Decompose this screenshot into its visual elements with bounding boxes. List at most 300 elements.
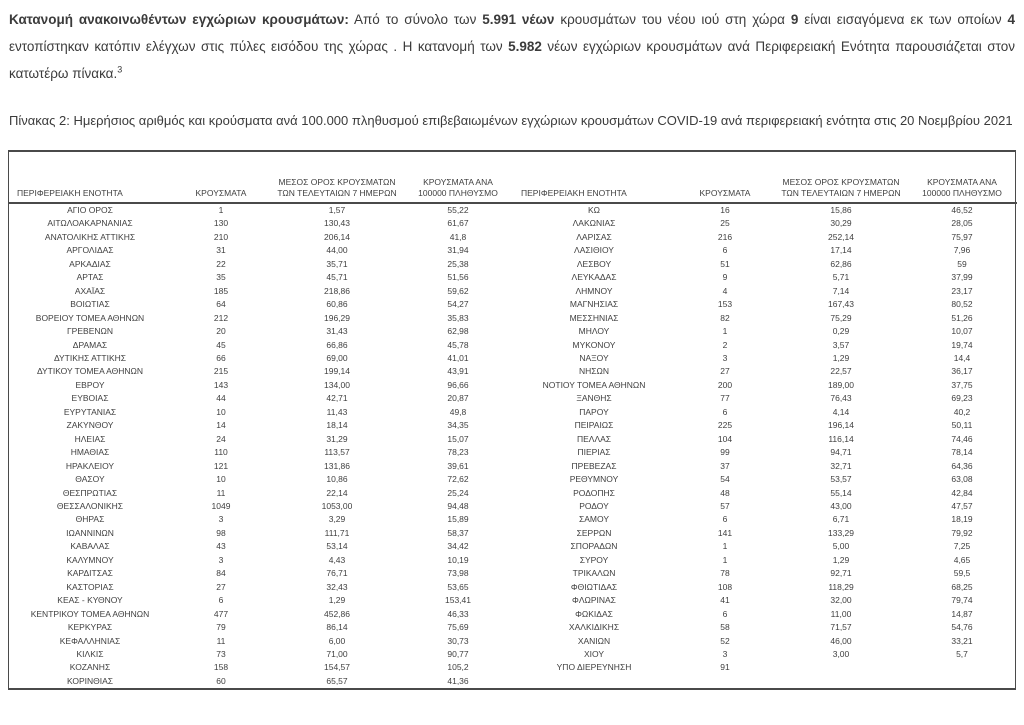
avg7-cell: 43,00 [830, 500, 852, 511]
region-cell: ΚΕΝΤΡΙΚΟΥ ΤΟΜΕΑ ΑΘΗΝΩΝ [30, 608, 150, 619]
per100k-cell: 5,7 [956, 648, 968, 659]
region-cell: ΛΑΣΙΘΙΟΥ [574, 245, 614, 256]
region-cell: ΜΗΛΟΥ [578, 326, 610, 337]
avg7-cell: 11,00 [830, 608, 852, 619]
region-cell: ΒΟΡΕΙΟΥ ΤΟΜΕΑ ΑΘΗΝΩΝ [35, 312, 145, 323]
region-cell: ΡΟΔΟΠΗΣ [573, 487, 615, 498]
table-row [9, 621, 513, 634]
per100k-cell: 96,66 [447, 379, 469, 390]
avg7-cell: 42,71 [326, 393, 348, 404]
table-row [9, 540, 513, 553]
avg7-cell: 45,71 [326, 272, 348, 283]
col-header-7day-average: ΜΕΣΟΣ ΟΡΟΣ ΚΡΟΥΣΜΑΤΩΝ ΤΩΝ ΤΕΛΕΥΤΑΙΩΝ 7 ΗΜΕΡΩΝ [271, 152, 403, 203]
per100k-cell: 68,25 [951, 581, 973, 592]
region-cell: ΚΕΦΑΛΛΗΝΙΑΣ [59, 635, 121, 646]
avg7-cell: 189,00 [828, 379, 854, 390]
region-cell: ΚΟΖΑΝΗΣ [69, 662, 111, 673]
cases-cell: 6 [218, 595, 224, 606]
per100k-cell: 75,97 [951, 231, 973, 242]
table-row [9, 487, 513, 500]
region-cell: ΠΕΙΡΑΙΩΣ [574, 420, 614, 431]
avg7-cell: 86,14 [326, 622, 348, 633]
avg7-cell: 252,14 [828, 231, 854, 242]
region-cell: ΚΩ [587, 205, 601, 215]
intro-text-segment: νέων εγχώριων κρουσμάτων ανά Περιφερειακή Ενότητα παρουσιάζεται στον κατωτέρω πίνακα. [9, 39, 1015, 81]
cases-cell: 6 [722, 406, 728, 417]
avg7-cell: 32,00 [830, 595, 852, 606]
cases-cell: 78 [720, 568, 730, 579]
region-cell: ΚΑΒΑΛΑΣ [70, 541, 110, 552]
per100k-cell: 42,84 [951, 487, 973, 498]
region-cell: ΑΧΑΪΑΣ [74, 285, 106, 296]
col-header-regional-unit: ΠΕΡΙΦΕΡΕΙΑΚΗ ΕΝΟΤΗΤΑ [9, 152, 171, 203]
table-row [9, 554, 513, 567]
intro-text-segment: 3 [117, 64, 123, 75]
per100k-cell: 14,4 [953, 352, 971, 363]
cases-cell: 9 [722, 272, 728, 283]
per100k-cell: 14,87 [951, 608, 973, 619]
cases-cell: 6 [722, 245, 728, 256]
table-row [9, 271, 513, 284]
table-row [9, 419, 513, 432]
region-cell: ΠΑΡΟΥ [579, 406, 609, 417]
region-cell: ΣΕΡΡΩΝ [576, 527, 612, 538]
avg7-cell: 4,43 [328, 554, 346, 565]
avg7-cell: 53,14 [326, 541, 348, 552]
cases-cell: 24 [216, 433, 226, 444]
table-row [9, 473, 513, 486]
table-row [513, 244, 1017, 257]
table-row [513, 608, 1017, 621]
per100k-cell: 15,07 [447, 433, 469, 444]
table-row [513, 513, 1017, 526]
cases-cell: 48 [720, 487, 730, 498]
region-cell: ΚΙΛΚΙΣ [76, 648, 104, 659]
col-header-7day-average: ΜΕΣΟΣ ΟΡΟΣ ΚΡΟΥΣΜΑΤΩΝ ΤΩΝ ΤΕΛΕΥΤΑΙΩΝ 7 ΗΜΕΡΩΝ [775, 152, 907, 203]
cases-cell: 91 [720, 662, 730, 673]
region-cell: ΕΥΒΟΙΑΣ [71, 393, 109, 404]
per100k-cell: 49,8 [449, 406, 467, 417]
avg7-cell: 6,71 [832, 514, 850, 525]
table-row [9, 581, 513, 594]
region-cell: ΗΜΑΘΙΑΣ [70, 447, 110, 458]
region-cell: ΡΟΔΟΥ [579, 500, 609, 511]
cases-cell: 54 [720, 474, 730, 485]
cases-cell: 3 [722, 352, 728, 363]
region-cell: ΦΘΙΩΤΙΔΑΣ [570, 581, 618, 592]
avg7-cell: 55,14 [830, 487, 852, 498]
region-cell: ΧΑΝΙΩΝ [577, 635, 611, 646]
cases-cell: 210 [213, 231, 229, 242]
table-row [513, 661, 1017, 674]
avg7-cell: 31,29 [326, 433, 348, 444]
cases-cell: 14 [216, 420, 226, 431]
cases-cell: 216 [717, 231, 733, 242]
table-row [513, 379, 1017, 392]
per100k-cell: 53,65 [447, 581, 469, 592]
region-cell: ΚΕΡΚΥΡΑΣ [67, 622, 113, 633]
cases-cell: 43 [216, 541, 226, 552]
avg7-cell: 10,86 [326, 474, 348, 485]
table-row [513, 419, 1017, 432]
avg7-cell: 44,00 [326, 245, 348, 256]
region-cell: ΘΗΡΑΣ [75, 514, 105, 525]
table-row [513, 594, 1017, 607]
avg7-cell: 76,71 [326, 568, 348, 579]
per100k-cell: 105,2 [447, 662, 469, 673]
per100k-cell: 25,38 [447, 258, 469, 269]
per100k-cell: 45,78 [447, 339, 469, 350]
avg7-cell: 452,86 [324, 608, 350, 619]
intro-text-segment: 5.982 [508, 39, 542, 54]
region-cell: ΚΑΛΥΜΝΟΥ [66, 554, 114, 565]
table-header-row [9, 152, 513, 203]
per100k-cell: 7,96 [953, 245, 971, 256]
per100k-cell: 74,46 [951, 433, 973, 444]
cases-cell: 25 [720, 218, 730, 229]
avg7-cell: 71,57 [830, 622, 852, 633]
avg7-cell: 76,43 [830, 393, 852, 404]
per100k-cell: 153,41 [445, 595, 471, 606]
per100k-cell: 10,19 [447, 554, 469, 565]
avg7-cell: 92,71 [830, 568, 852, 579]
table-row [9, 392, 513, 405]
per100k-cell: 33,21 [951, 635, 973, 646]
region-cell: ΔΥΤΙΚΟΥ ΤΟΜΕΑ ΑΘΗΝΩΝ [36, 366, 144, 377]
avg7-cell: 62,86 [830, 258, 852, 269]
table-row [513, 325, 1017, 338]
table-row [513, 554, 1017, 567]
per100k-cell: 72,62 [447, 474, 469, 485]
table-row [9, 325, 513, 338]
intro-text-segment: 5.991 νέων [482, 12, 555, 27]
per100k-cell: 54,27 [447, 299, 469, 310]
cases-cell: 60 [216, 675, 226, 686]
avg7-cell: 3,00 [832, 648, 850, 659]
region-cell: ΣΠΟΡΑΔΩΝ [570, 541, 618, 552]
table-row [9, 285, 513, 298]
avg7-cell: 167,43 [828, 299, 854, 310]
table-row [513, 203, 1017, 217]
table-row [513, 635, 1017, 648]
region-cell: ΠΡΕΒΕΖΑΣ [571, 460, 617, 471]
cases-cell: 1 [218, 205, 224, 215]
per100k-cell: 46,52 [951, 205, 973, 215]
col-header-cases: ΚΡΟΥΣΜΑΤΑ [171, 152, 271, 203]
region-cell: ΚΑΣΤΟΡΙΑΣ [66, 581, 114, 592]
cases-cell: 225 [717, 420, 733, 431]
table-row [9, 406, 513, 419]
avg7-cell: 22,14 [326, 487, 348, 498]
table-row [513, 473, 1017, 486]
region-cell: ΧΑΛΚΙΔΙΚΗΣ [568, 622, 620, 633]
avg7-cell: 32,71 [830, 460, 852, 471]
cases-cell: 6 [722, 514, 728, 525]
region-cell: ΔΥΤΙΚΗΣ ΑΤΤΙΚΗΣ [53, 352, 127, 363]
table-row [513, 567, 1017, 580]
per100k-cell: 59 [957, 258, 967, 269]
table-row [9, 648, 513, 661]
table-row [513, 433, 1017, 446]
region-cell: ΙΩΑΝΝΙΝΩΝ [66, 527, 114, 538]
table-row [9, 258, 513, 271]
per100k-cell: 25,24 [447, 487, 469, 498]
table-row [513, 285, 1017, 298]
cases-cell: 108 [717, 581, 733, 592]
avg7-cell: 134,00 [324, 379, 350, 390]
per100k-cell: 34,42 [447, 541, 469, 552]
table-row [513, 365, 1017, 378]
cases-cell: 11 [216, 635, 226, 646]
table-row [9, 352, 513, 365]
cases-cell: 52 [720, 635, 730, 646]
per100k-cell: 37,99 [951, 272, 973, 283]
per100k-cell [907, 661, 1017, 674]
cases-cell: 57 [720, 500, 730, 511]
per100k-cell: 46,33 [447, 608, 469, 619]
per100k-cell: 63,08 [951, 474, 973, 485]
per100k-cell: 54,76 [951, 622, 973, 633]
avg7-cell: 22,57 [830, 366, 852, 377]
cases-cell: 20 [216, 326, 226, 337]
avg7-cell: 94,71 [830, 447, 852, 458]
cases-cell: 11 [216, 487, 226, 498]
table-row [9, 500, 513, 513]
per100k-cell: 4,65 [953, 554, 971, 565]
cases-cell: 185 [213, 285, 229, 296]
avg7-cell: 5,00 [832, 541, 850, 552]
avg7-cell: 60,86 [326, 299, 348, 310]
table-row [9, 433, 513, 446]
per100k-cell: 79,92 [951, 527, 973, 538]
cases-cell: 3 [218, 514, 224, 525]
cases-cell: 104 [717, 433, 733, 444]
region-cell: ΛΑΚΩΝΙΑΣ [572, 218, 616, 229]
table-left-half [9, 152, 513, 688]
avg7-cell: 35,71 [326, 258, 348, 269]
region-cell: ΑΡΤΑΣ [76, 272, 104, 283]
table-row [9, 217, 513, 230]
per100k-cell: 94,48 [447, 500, 469, 511]
cases-cell: 110 [214, 447, 228, 458]
cases-cell: 22 [216, 258, 226, 269]
cases-cell: 82 [720, 312, 730, 323]
cases-cell: 158 [213, 662, 229, 673]
per100k-cell: 69,23 [951, 393, 973, 404]
region-cell: ΑΙΤΩΛΟΑΚΑΡΝΑΝΙΑΣ [47, 218, 133, 229]
cases-cell: 141 [717, 527, 733, 538]
cases-cell: 77 [720, 393, 730, 404]
cases-cell: 35 [216, 272, 226, 283]
table-right-half [513, 152, 1017, 675]
avg7-cell: 1,57 [328, 205, 346, 215]
per100k-cell: 73,98 [447, 568, 469, 579]
per100k-cell: 90,77 [447, 648, 469, 659]
cases-cell: 44 [216, 393, 226, 404]
table-row [513, 231, 1017, 244]
region-cell: ΣΑΜΟΥ [578, 514, 609, 525]
avg7-cell: 116,14 [828, 433, 854, 444]
region-cell: ΝΗΣΩΝ [578, 366, 610, 377]
table-row [9, 446, 513, 459]
cases-cell: 6 [722, 608, 728, 619]
cases-cell: 130 [213, 218, 229, 229]
region-cell: ΑΡΓΟΛΙΔΑΣ [66, 245, 114, 256]
cases-cell: 84 [216, 568, 226, 579]
region-cell: ΛΗΜΝΟΥ [575, 285, 613, 296]
per100k-cell: 50,11 [951, 420, 973, 431]
avg7-cell: 1053,00 [321, 500, 353, 511]
per100k-cell: 20,87 [447, 393, 469, 404]
region-cell: ΡΕΘΥΜΝΟΥ [569, 474, 619, 485]
avg7-cell: 53,57 [830, 474, 852, 485]
per100k-cell: 41,8 [449, 231, 467, 242]
per100k-cell: 43,91 [447, 366, 469, 377]
per100k-cell: 28,05 [951, 218, 973, 229]
cases-cell: 37 [720, 460, 730, 471]
cases-cell: 73 [216, 648, 226, 659]
region-cell: ΑΝΑΤΟΛΙΚΗΣ ΑΤΤΙΚΗΣ [44, 231, 136, 242]
cases-cell: 10 [216, 406, 226, 417]
intro-text-segment: 4 [1007, 12, 1015, 27]
per100k-cell: 10,07 [951, 326, 973, 337]
table-row [513, 312, 1017, 325]
per100k-cell: 80,52 [951, 299, 973, 310]
table-row [513, 271, 1017, 284]
avg7-cell: 0,29 [832, 326, 850, 337]
cases-cell: 200 [717, 379, 733, 390]
per100k-cell: 30,73 [447, 635, 469, 646]
intro-text-segment: 9 [790, 12, 799, 27]
region-cell: ΣΥΡΟΥ [579, 554, 609, 565]
table-row [513, 527, 1017, 540]
col-header-cases: ΚΡΟΥΣΜΑΤΑ [675, 152, 775, 203]
region-cell: ΠΙΕΡΙΑΣ [577, 447, 611, 458]
avg7-cell: 4,14 [832, 406, 850, 417]
intro-text-segment: κρουσμάτων του νέου ιού στη χώρα [554, 12, 791, 27]
table-row [9, 608, 513, 621]
avg7-cell: 218,86 [324, 285, 350, 296]
regional-cases-table [8, 150, 1016, 690]
per100k-cell: 36,17 [951, 366, 973, 377]
per100k-cell: 23,17 [951, 285, 973, 296]
table-row [513, 217, 1017, 230]
avg7-cell: 196,29 [324, 312, 350, 323]
per100k-cell: 39,61 [447, 460, 469, 471]
avg7-cell: 3,29 [328, 514, 346, 525]
avg7-cell: 1,29 [832, 554, 850, 565]
cases-cell: 212 [213, 312, 229, 323]
region-cell: ΖΑΚΥΝΘΟΥ [66, 420, 114, 431]
avg7-cell: 1,29 [328, 595, 346, 606]
intro-paragraph [9, 6, 1015, 87]
cases-cell: 1049 [211, 500, 231, 511]
avg7-cell: 199,14 [324, 366, 350, 377]
cases-cell: 45 [216, 339, 226, 350]
region-cell: ΗΡΑΚΛΕΙΟΥ [65, 460, 115, 471]
region-cell: ΘΕΣΠΡΩΤΙΑΣ [62, 487, 118, 498]
cases-cell: 66 [216, 352, 226, 363]
region-cell: ΒΟΙΩΤΙΑΣ [70, 299, 110, 310]
avg7-cell: 15,86 [830, 205, 852, 215]
region-cell: ΕΒΡΟΥ [75, 379, 105, 390]
table-row [513, 392, 1017, 405]
avg7-cell: 196,14 [828, 420, 854, 431]
avg7-cell: 7,14 [832, 285, 850, 296]
cases-cell: 215 [213, 366, 229, 377]
cases-cell: 1 [722, 326, 728, 337]
cases-cell: 3 [722, 648, 728, 659]
per100k-cell: 41,36 [447, 675, 469, 686]
avg7-cell: 11,43 [326, 406, 348, 417]
region-cell: ΚΕΑΣ - ΚΥΘΝΟΥ [57, 595, 123, 606]
per100k-cell: 61,67 [447, 218, 469, 229]
avg7-cell: 66,86 [326, 339, 348, 350]
avg7-cell: 75,29 [830, 312, 852, 323]
per100k-cell: 18,19 [951, 514, 973, 525]
avg7-cell: 131,86 [324, 460, 350, 471]
cases-cell: 64 [216, 299, 226, 310]
table-row [513, 621, 1017, 634]
cases-cell: 51 [720, 258, 730, 269]
intro-text-segment: είναι εισαγόμενα εκ των οποίων [798, 12, 1008, 27]
region-cell: ΧΙΟΥ [583, 648, 605, 659]
per100k-cell: 31,94 [447, 245, 469, 256]
region-cell: ΛΑΡΙΣΑΣ [576, 231, 612, 242]
avg7-cell: 113,57 [324, 447, 350, 458]
cases-cell: 16 [720, 205, 730, 215]
avg7-cell: 154,57 [324, 662, 350, 673]
region-cell: ΦΩΚΙΔΑΣ [575, 608, 613, 619]
avg7-cell: 31,43 [326, 326, 348, 337]
avg7-cell: 69,00 [326, 352, 348, 363]
cases-cell: 27 [720, 366, 730, 377]
table-row [9, 379, 513, 392]
table-row [9, 231, 513, 244]
cases-cell: 98 [216, 527, 226, 538]
cases-cell: 1 [722, 554, 728, 565]
per100k-cell: 37,75 [951, 379, 973, 390]
col-header-regional-unit: ΠΕΡΙΦΕΡΕΙΑΚΗ ΕΝΟΤΗΤΑ [513, 152, 675, 203]
per100k-cell: 51,26 [951, 312, 973, 323]
region-cell: ΑΓΙΟ ΟΡΟΣ [67, 205, 113, 215]
table-row [9, 203, 513, 217]
intro-text-segment: Από το σύνολο των [348, 12, 483, 27]
region-cell: ΘΕΣΣΑΛΟΝΙΚΗΣ [56, 500, 124, 511]
col-header-per-100000: ΚΡΟΥΣΜΑΤΑ ΑΝΑ 100000 ΠΛΗΘΥΣΜΟ [403, 152, 513, 203]
avg7-cell: 46,00 [830, 635, 852, 646]
table-row [513, 581, 1017, 594]
per100k-cell: 62,98 [447, 326, 469, 337]
avg7-cell: 1,29 [832, 352, 850, 363]
table-header-row [513, 152, 1017, 203]
avg7-cell: 130,43 [324, 218, 350, 229]
table-row [513, 352, 1017, 365]
region-cell: ΕΥΡΥΤΑΝΙΑΣ [63, 406, 117, 417]
intro-text-segment: εντοπίστηκαν κατόπιν ελέγχων στις πύλες εισόδου της χώρας . Η κατανομή των [9, 39, 509, 54]
per100k-cell: 47,57 [951, 500, 973, 511]
avg7-cell: 118,29 [828, 581, 854, 592]
per100k-cell: 19,74 [951, 339, 973, 350]
region-cell: ΓΡΕΒΕΝΩΝ [67, 326, 113, 337]
intro-text-segment: Κατανομή ανακοινωθέντων εγχώριων κρουσμάτων: [9, 12, 349, 27]
table-row [9, 594, 513, 607]
table-row [513, 540, 1017, 553]
avg7-cell: 18,14 [326, 420, 348, 431]
per100k-cell: 75,69 [447, 622, 469, 633]
avg7-cell: 71,00 [326, 648, 348, 659]
avg7-cell: 6,00 [328, 635, 346, 646]
